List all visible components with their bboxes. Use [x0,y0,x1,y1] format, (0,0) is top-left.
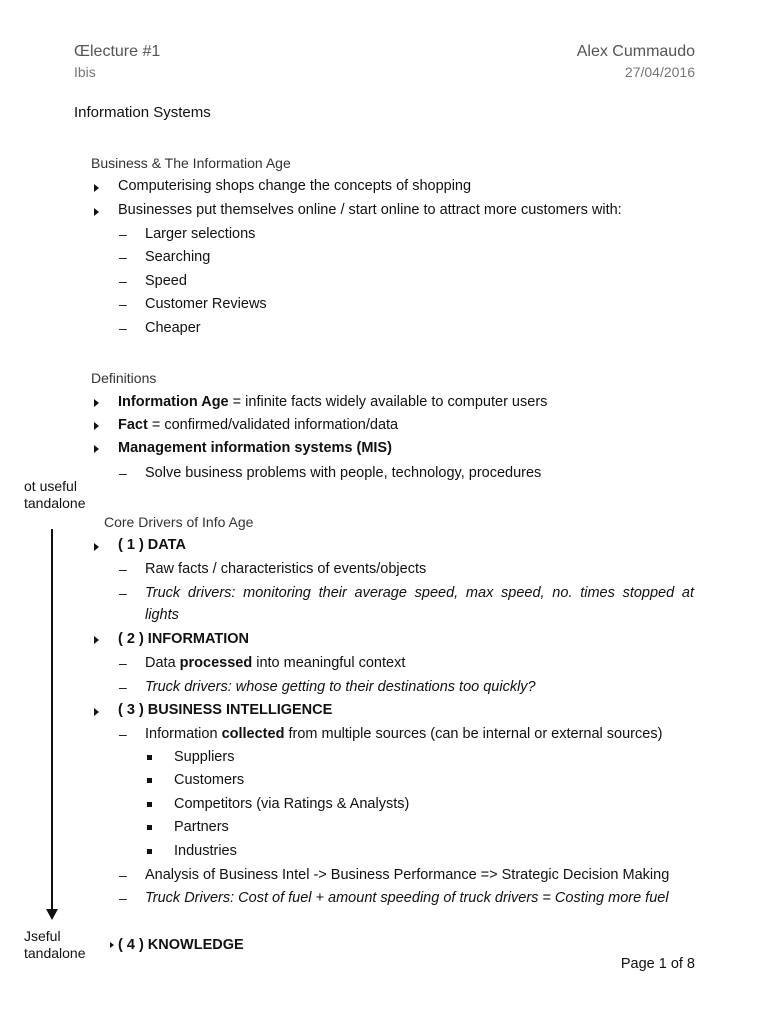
list-item: Truck drivers: whose getting to their destinations too quickly? [145,679,536,695]
list-item: Data processed into meaningful context [145,655,406,671]
dash-marker: – [119,867,127,883]
source-item: Competitors (via Ratings & Analysts) [174,796,410,812]
dash-marker: – [119,296,127,312]
definition-text: = confirmed/validated information/data [147,417,399,433]
driver-label: ( 2 ) INFORMATION [118,631,250,647]
definition-term: Information Age [118,394,229,410]
bullet-triangle-icon [94,543,99,551]
lecture-title: Œlecture #1 [74,43,161,60]
arrow-down-icon [46,909,58,920]
bullet-triangle-icon [94,422,99,430]
margin-note-line: Jseful [24,928,61,944]
document-title: Information Systems [74,104,211,121]
subject-label: Ibis [74,64,96,80]
list-item-continuation: lights [145,607,179,623]
list-item: Customer Reviews [145,296,267,312]
source-item: Suppliers [174,749,235,765]
bullet-triangle-icon [94,708,99,716]
list-item: Cheaper [145,320,201,336]
bullet-triangle-icon [110,942,114,948]
margin-note-useful [24,928,86,962]
definition-item [118,417,398,433]
page-number: Page 1 of 8 [620,956,695,972]
definition-item [118,440,392,456]
list-item: Truck drivers: monitoring their average speed, max speed, no. times stopped at [145,585,694,601]
square-bullet-icon [147,778,152,783]
definition-term: Management information systems (MIS) [118,440,392,456]
dash-marker: – [119,320,127,336]
dash-marker: – [119,465,127,481]
square-bullet-icon [147,755,152,760]
driver-label: ( 1 ) DATA [118,537,186,553]
list-item: Searching [145,249,211,265]
dash-marker: – [119,249,127,265]
bullet-triangle-icon [94,445,99,453]
bullet-item: Businesses put themselves online / start online to attract more customers with: [118,202,622,218]
list-item: Information collected from multiple sources (can be internal or external sources) [145,726,663,742]
document-date: 27/04/2016 [624,64,695,80]
bullet-triangle-icon [94,184,99,192]
list-item: Speed [145,273,187,289]
section-heading-definitions: Definitions [91,370,157,386]
bullet-triangle-icon [94,399,99,407]
list-item: Analysis of Business Intel -> Business Performance => Strategic Decision Making [145,867,670,883]
dash-marker: – [119,655,127,671]
list-item: Truck Drivers: Cost of fuel + amount speeding of truck drivers = Costing more fuel [145,890,669,906]
bullet-triangle-icon [94,208,99,216]
list-item: Larger selections [145,226,256,242]
dash-marker: – [119,679,127,695]
dash-marker: – [119,585,127,601]
section-heading-business: Business & The Information Age [91,155,291,171]
section-heading-core-drivers: Core Drivers of Info Age [104,514,254,530]
list-item: Solve business problems with people, technology, procedures [145,465,542,481]
source-item: Customers [174,772,245,788]
margin-note-not-useful [24,478,86,512]
list-item: Raw facts / characteristics of events/objects [145,561,427,577]
definition-text: = infinite facts widely available to computer users [228,394,548,410]
author-name: Alex Cummaudo [576,43,695,60]
definition-item [118,394,547,410]
driver-label: ( 3 ) BUSINESS INTELLIGENCE [118,702,333,718]
bullet-triangle-icon [94,636,99,644]
driver-label: ( 4 ) KNOWLEDGE [118,937,244,953]
source-item: Industries [174,843,237,859]
margin-note-line: ot useful [24,478,77,494]
square-bullet-icon [147,802,152,807]
dash-marker: – [119,890,127,906]
arrow-line [51,529,53,911]
bullet-item: Computerising shops change the concepts of shopping [118,178,472,194]
square-bullet-icon [147,849,152,854]
dash-marker: – [119,726,127,742]
square-bullet-icon [147,825,152,830]
dash-marker: – [119,226,127,242]
dash-marker: – [119,561,127,577]
margin-note-line: tandalone [24,495,86,511]
definition-term: Fact [118,417,148,433]
dash-marker: – [119,273,127,289]
margin-note-line: tandalone [24,945,86,961]
source-item: Partners [174,819,229,835]
